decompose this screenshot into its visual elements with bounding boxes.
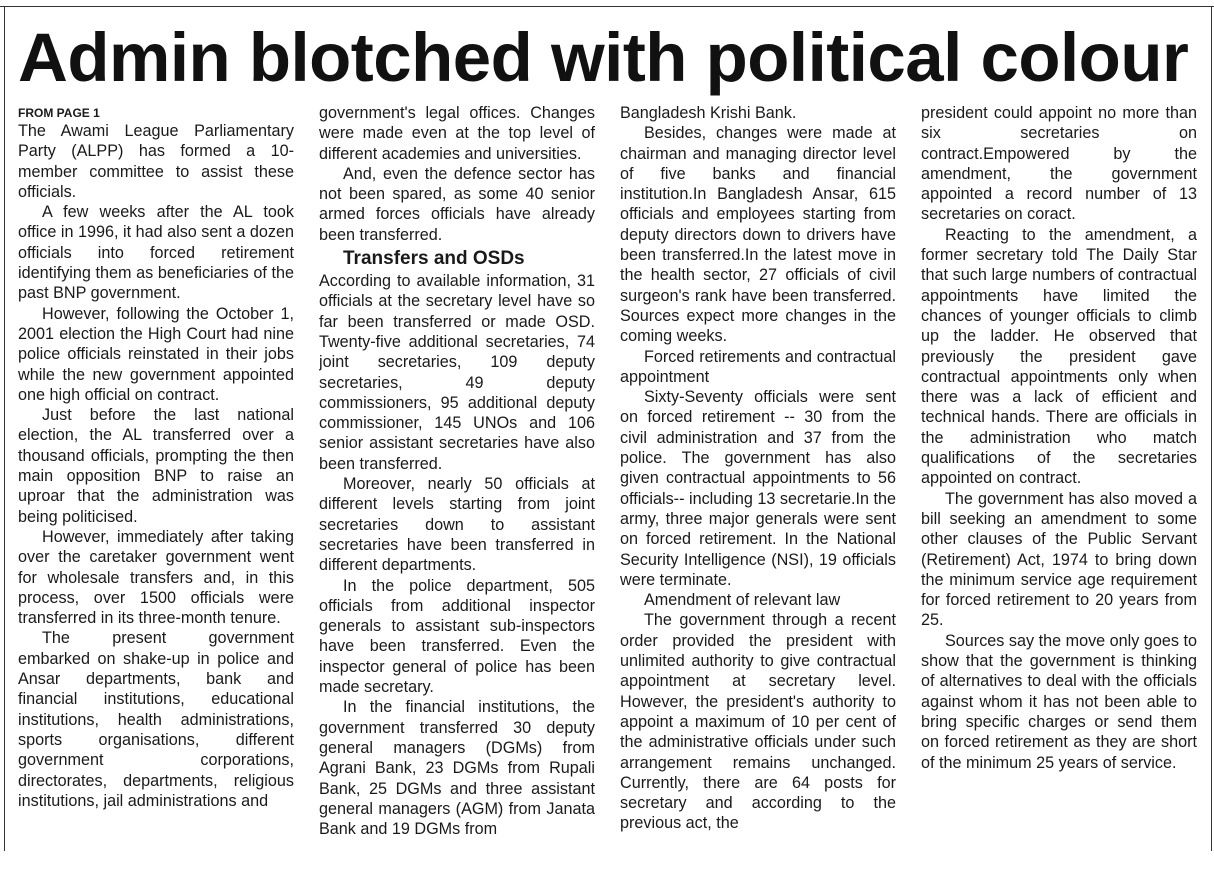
headline: Admin blotched with political colour — [18, 19, 1189, 96]
section-subhead: Transfers and OSDs — [343, 248, 525, 270]
paragraph: The government through a recent order provided the president with unlimited authority to give contractual appointment at secretary level. However, the president's authority to appoint a maximum of 10 per cent of the administrative officials under such arrangement remains unchanged. Currently, there are 64 posts for secretary and according to the previous act, the — [620, 611, 896, 833]
paragraph: According to available information, 31 officials at the secretary level have so far been transferred or made OSD. Twenty-five additional secretaries, 74 joint secretaries, 109 deputy secretaries, 49 deputy commissioners, 95 additional deputy commissioner, 145 UNOs and 106 senior assistant secretaries have also been transferred. — [319, 272, 595, 473]
article-column-1 — [18, 103, 294, 851]
paragraph: Just before the last national election, the AL transferred over a thousand officials, prompting the then main opposition BNP to raise an uproar that the administration was being politicised. — [18, 406, 294, 526]
dateline: FROM PAGE 1 — [18, 106, 100, 120]
paragraph: Besides, changes were made at chairman and managing director level of five banks and financial institution.In Bangladesh Ansar, 615 officials and employees starting from deputy directors down to drivers have been transferred.In the latest move in the health sector, 27 officials of civil surgeon's rank have been transferred. Sources expect more changes in the coming weeks. — [620, 124, 896, 346]
paragraph: Reacting to the amendment, a former secretary told The Daily Star that such large numbers of contractual appointments have limited the chances of younger officials to climb up the ladder. He observed that previously the president gave contractual appointments only when there was a lack of efficient and technical hands. There are officials in the administration who match qualifications of the secretaries appointed on contract. — [921, 225, 1197, 488]
paragraph: In the financial institutions, the government transferred 30 deputy general managers (DGMs) from Agrani Bank, 23 DGMs from Rupali Bank, 25 DGMs and three assistant general managers (AGM) from Janata Bank and 19 DGMs from — [319, 698, 595, 839]
article-column-2 — [319, 103, 595, 851]
paragraph: In the police department, 505 officials from additional inspector generals to assistant sub-inspectors have been transferred. Even the inspector general of police has been made secretary. — [319, 576, 595, 697]
paragraph: Moreover, nearly 50 officials at different levels starting from joint secretaries down to assistant secretaries have been transferred in different departments. — [319, 475, 595, 575]
paragraph: And, even the defence sector has not been spared, as some 40 senior armed forces officials have already been transferred. — [319, 164, 595, 244]
paragraph: However, immediately after taking over the caretaker government went for wholesale transfers and, in this process, over 1500 officials were transferred in its three-month tenure. — [18, 527, 294, 628]
paragraph: A few weeks after the AL took office in 1996, it had also sent a dozen officials into forced retirement identifying them as beneficiaries of the past BNP government. — [18, 203, 294, 303]
left-border — [4, 6, 5, 851]
paragraph: Sixty-Seventy officials were sent on forced retirement -- 30 from the civil administration and 37 from the police. The government has also given contractual appointments to 56 officials-- including 13 secretarie.In the army, three major generals were sent on forced retirement. In the National Security Intelligence (NSI), 19 officials were terminate. — [620, 388, 896, 589]
paragraph: Forced retirements and contractual appointment — [620, 347, 896, 386]
paragraph: president could appoint no more than six secretaries on contract.Empowered by the amendment, the government appointed a record number of 13 secretaries on coract. — [921, 104, 1197, 224]
paragraph: The government has also moved a bill seeking an amendment to some other clauses of the Public Servant (Retirement) Act, 1974 to bring down the minimum service age requirement for forced retirement to 20 years from 25. — [921, 489, 1197, 630]
paragraph: The Awami League Parliamentary Party (ALPP) has formed a 10-member committee to assist these officials. — [18, 122, 294, 201]
top-rule — [0, 6, 1214, 7]
right-border — [1211, 6, 1212, 851]
article-column-4 — [921, 103, 1197, 851]
paragraph: Sources say the move only goes to show that the government is thinking of alternatives to deal with the officials against whom it has not been able to bring specific charges or send them on forced retirement as they are short of the minimum 25 years of service. — [921, 631, 1197, 772]
paragraph: The present government embarked on shake-up in police and Ansar departments, bank and financial institutions, educational institutions, health administrations, sports organisations, different government corporations, directorates, departments, religious institutions, jail administrations and — [18, 629, 294, 810]
paragraph: However, following the October 1, 2001 election the High Court had nine police officials reinstated in their jobs while the new government appointed one high official on contract. — [18, 304, 294, 404]
paragraph: Amendment of relevant law — [644, 591, 841, 610]
paragraph: Bangladesh Krishi Bank. — [620, 104, 797, 122]
article-column-3 — [620, 103, 896, 851]
paragraph: government's legal offices. Changes were made even at the top level of different academies and universities. — [319, 104, 595, 163]
